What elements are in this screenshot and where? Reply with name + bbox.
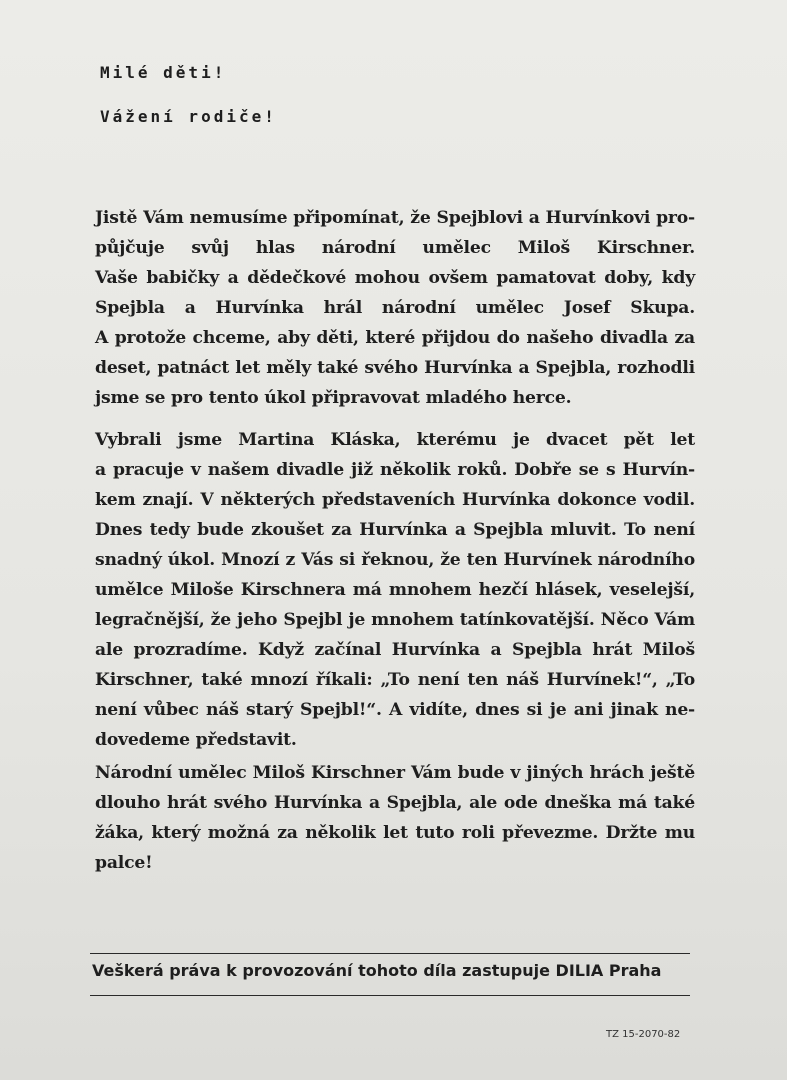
- paragraph-line: žáka, který možná za několik let tuto roli převezme. Držte mu: [95, 823, 695, 843]
- paragraph-line: palce!: [95, 853, 153, 873]
- paragraph-line: a pracuje v našem divadle již několik roků. Dobře se s Hurvín-: [95, 460, 695, 480]
- paragraph-line: snadný úkol. Mnozí z Vás si řeknou, že ten Hurvínek národního: [95, 550, 695, 570]
- greeting-children: Milé děti!: [100, 63, 227, 82]
- paragraph-1: [95, 203, 695, 413]
- paragraph-line: Národní umělec Miloš Kirschner Vám bude v jiných hrách ještě: [95, 763, 695, 783]
- paragraph-2: [95, 425, 695, 755]
- greeting-parents: Vážení rodiče!: [100, 107, 277, 126]
- paragraph-line: deset, patnáct let měly také svého Hurvínka a Spejbla, rozhodli: [95, 358, 695, 378]
- paragraph-3: [95, 758, 695, 878]
- paragraph-line: umělce Miloše Kirschnera má mnohem hezčí hlásek, veselejší,: [95, 580, 695, 600]
- paragraph-line: Jistě Vám nemusíme připomínat, že Spejblovi a Hurvínkovi pro-: [95, 208, 695, 228]
- paragraph-line: Vaše babičky a dědečkové mohou ovšem pamatovat doby, kdy: [95, 268, 695, 288]
- divider-top: [90, 953, 690, 954]
- paragraph-line: jsme se pro tento úkol připravovat mladého herce.: [95, 388, 572, 408]
- paragraph-line: ale prozradíme. Když začínal Hurvínka a Spejbla hrát Miloš: [95, 640, 695, 660]
- paragraph-line: dlouho hrát svého Hurvínka a Spejbla, ale ode dneška má také: [95, 793, 695, 813]
- paragraph-line: kem znají. V některých představeních Hurvínka dokonce vodil.: [95, 490, 695, 510]
- paragraph-line: legračnější, že jeho Spejbl je mnohem tatínkovatější. Něco Vám: [95, 610, 695, 630]
- paragraph-line: Spejbla a Hurvínka hrál národní umělec Josef Skupa.: [95, 298, 695, 318]
- paragraph-line: není vůbec náš starý Spejbl!“. A vidíte, dnes si je ani jinak ne-: [95, 700, 695, 720]
- paragraph-line: dovedeme představit.: [95, 730, 297, 750]
- rights-notice: Veškerá práva k provozování tohoto díla zastupuje DILIA Praha: [92, 961, 662, 980]
- paragraph-line: A protože chceme, aby děti, které přijdou do našeho divadla za: [95, 328, 695, 348]
- paragraph-line: Dnes tedy bude zkoušet za Hurvínka a Spejbla mluvit. To není: [95, 520, 695, 540]
- paragraph-line: Vybrali jsme Martina Kláska, kterému je dvacet pět let: [95, 430, 695, 450]
- print-code: TZ 15-2070-82: [606, 1029, 681, 1040]
- paragraph-line: půjčuje svůj hlas národní umělec Miloš Kirschner.: [95, 238, 695, 258]
- paragraph-line: Kirschner, také mnozí říkali: „To není ten náš Hurvínek!“, „To: [95, 670, 695, 690]
- divider-bottom: [90, 995, 690, 996]
